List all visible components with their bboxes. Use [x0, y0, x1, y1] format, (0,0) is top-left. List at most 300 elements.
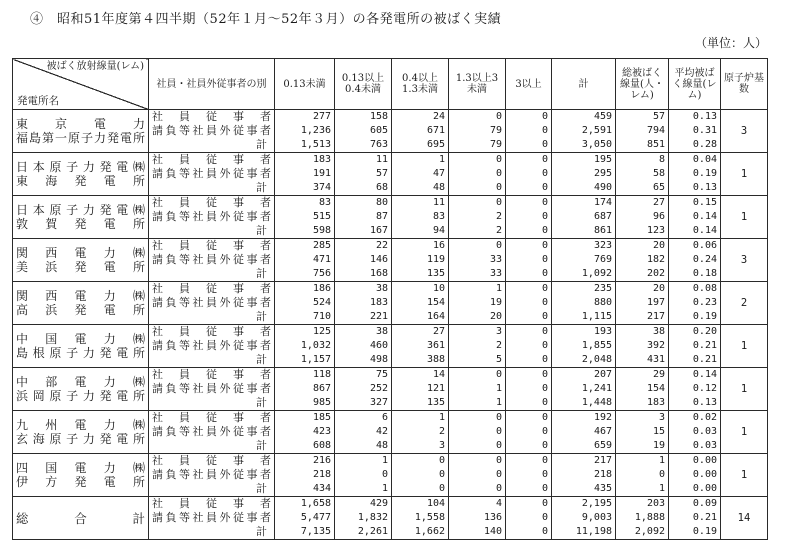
total-dose: 57 [652, 111, 665, 122]
total-dose-cell [616, 110, 669, 153]
range-1-count: 867 [312, 383, 331, 394]
plant-name-cell [13, 282, 149, 325]
avg-dose: 0.24 [692, 254, 717, 265]
total-dose: 65 [652, 182, 665, 193]
range-4-count: 0 [495, 240, 502, 251]
station-name: 敦賀発電所 [16, 217, 145, 231]
avg-dose: 0.21 [692, 512, 717, 523]
total-count: 435 [593, 483, 612, 494]
total-count-cell [552, 368, 616, 411]
range-2-count: 22 [375, 240, 388, 251]
range-1-count-cell [275, 110, 335, 153]
category-contractor: 請負等社員外従事者 [152, 382, 271, 395]
range-5-count-cell [506, 153, 552, 196]
range-2-count: 42 [375, 426, 388, 437]
header-range-2: 0.13以上0.4未満 [335, 59, 392, 110]
range-2-count: 75 [375, 369, 388, 380]
range-4-count: 136 [483, 512, 502, 523]
total-dose-cell [616, 454, 669, 497]
range-4-count: 33 [489, 254, 502, 265]
range-3-count: 671 [426, 125, 445, 136]
avg-dose: 0.21 [692, 340, 717, 351]
range-3-count-cell [392, 282, 449, 325]
plant-name-cell [13, 411, 149, 454]
grand-total-row [13, 497, 768, 540]
range-1-count: 7,135 [300, 526, 331, 537]
range-3-count: 0 [438, 483, 445, 494]
range-4-count: 0 [495, 426, 502, 437]
range-1-count-cell [275, 325, 335, 368]
range-5-count-cell [506, 497, 552, 540]
range-2-count: 429 [369, 498, 388, 509]
category-employee: 社員従事者 [152, 153, 271, 166]
total-dose: 20 [652, 240, 665, 251]
range-4-count-cell [449, 411, 506, 454]
reactor-count: 1 [721, 454, 768, 497]
range-3-count: 83 [432, 211, 445, 222]
range-4-count: 79 [489, 139, 502, 150]
total-count: 295 [593, 168, 612, 179]
total-count: 1,448 [581, 397, 612, 408]
range-5-count: 0 [541, 397, 548, 408]
range-4-count: 4 [495, 498, 502, 509]
total-dose: 96 [652, 211, 665, 222]
range-3-count: 154 [426, 297, 445, 308]
avg-dose: 0.19 [692, 168, 717, 179]
station-name: 伊方発電所 [16, 475, 145, 489]
range-5-count-cell [506, 196, 552, 239]
range-5-count: 0 [541, 340, 548, 351]
range-5-count: 0 [541, 197, 548, 208]
avg-dose: 0.20 [692, 326, 717, 337]
range-1-count: 985 [312, 397, 331, 408]
total-dose-cell [616, 282, 669, 325]
category-cell [149, 239, 275, 282]
total-dose: 58 [652, 168, 665, 179]
range-5-count: 0 [541, 283, 548, 294]
range-4-count-cell [449, 196, 506, 239]
header-category: 社員・社員外従事者の別 [149, 59, 275, 110]
range-1-count: 1,157 [300, 354, 331, 365]
avg-dose: 0.18 [692, 268, 717, 279]
avg-dose: 0.00 [692, 469, 717, 480]
range-3-count: 121 [426, 383, 445, 394]
total-count: 459 [593, 111, 612, 122]
company-name: 東京電力 [16, 117, 145, 131]
avg-dose: 0.13 [692, 182, 717, 193]
range-1-count: 1,032 [300, 340, 331, 351]
avg-dose: 0.14 [692, 369, 717, 380]
category-contractor: 請負等社員外従事者 [152, 296, 271, 309]
range-3-count-cell [392, 196, 449, 239]
range-4-count: 0 [495, 197, 502, 208]
total-count: 2,591 [581, 125, 612, 136]
total-count: 192 [593, 412, 612, 423]
range-1-count: 191 [312, 168, 331, 179]
range-5-count: 0 [541, 455, 548, 466]
range-2-count: 1,832 [357, 512, 388, 523]
range-3-count-cell [392, 454, 449, 497]
range-5-count: 0 [541, 240, 548, 251]
total-count-cell [552, 239, 616, 282]
range-2-count-cell [335, 454, 392, 497]
range-4-count-cell [449, 368, 506, 411]
range-5-count: 0 [541, 526, 548, 537]
range-1-count: 515 [312, 211, 331, 222]
range-3-count: 27 [432, 326, 445, 337]
total-dose: 154 [646, 383, 665, 394]
company-name: 中部電力㈱ [16, 375, 145, 389]
range-5-count: 0 [541, 254, 548, 265]
total-count-cell [552, 282, 616, 325]
range-4-count: 2 [495, 225, 502, 236]
range-5-count: 0 [541, 326, 548, 337]
plant-name-cell [13, 325, 149, 368]
category-contractor: 請負等社員外従事者 [152, 210, 271, 223]
avg-dose: 0.14 [692, 211, 717, 222]
category-cell [149, 497, 275, 540]
range-4-count: 2 [495, 211, 502, 222]
total-dose-cell [616, 411, 669, 454]
company-name: 関西電力㈱ [16, 246, 145, 260]
range-2-count-cell [335, 196, 392, 239]
total-count: 235 [593, 283, 612, 294]
range-1-count: 374 [312, 182, 331, 193]
range-4-count: 1 [495, 383, 502, 394]
range-1-count-cell [275, 153, 335, 196]
avg-dose: 0.13 [692, 397, 717, 408]
avg-dose-cell [669, 368, 721, 411]
total-count: 11,198 [575, 526, 612, 537]
total-count: 174 [593, 197, 612, 208]
header-diagonal-cell [13, 59, 149, 110]
range-5-count: 0 [541, 311, 548, 322]
range-4-count-cell [449, 282, 506, 325]
range-2-count: 146 [369, 254, 388, 265]
plant-row [13, 239, 768, 282]
total-count: 193 [593, 326, 612, 337]
range-5-count: 0 [541, 268, 548, 279]
range-2-count: 221 [369, 311, 388, 322]
range-5-count: 0 [541, 211, 548, 222]
range-4-count: 3 [495, 326, 502, 337]
total-count: 490 [593, 182, 612, 193]
total-count: 880 [593, 297, 612, 308]
total-count-cell [552, 411, 616, 454]
total-count: 195 [593, 154, 612, 165]
range-1-count: 710 [312, 311, 331, 322]
category-subtotal: 計 [256, 439, 267, 452]
station-name: 高浜発電所 [16, 303, 145, 317]
category-subtotal: 計 [256, 181, 267, 194]
total-dose: 202 [646, 268, 665, 279]
total-count-cell [552, 454, 616, 497]
range-5-count: 0 [541, 225, 548, 236]
reactor-count: 1 [721, 368, 768, 411]
range-3-count-cell [392, 497, 449, 540]
range-3-count-cell [392, 239, 449, 282]
range-4-count: 0 [495, 154, 502, 165]
category-cell [149, 110, 275, 153]
avg-dose-cell [669, 497, 721, 540]
plant-row [13, 368, 768, 411]
range-5-count: 0 [541, 297, 548, 308]
table-body [13, 110, 768, 540]
range-4-count-cell [449, 497, 506, 540]
range-3-count: 47 [432, 168, 445, 179]
range-2-count: 183 [369, 297, 388, 308]
total-count: 1,855 [581, 340, 612, 351]
plant-row [13, 411, 768, 454]
avg-dose-cell [669, 110, 721, 153]
range-2-count-cell [335, 411, 392, 454]
range-3-count: 361 [426, 340, 445, 351]
range-5-count: 0 [541, 154, 548, 165]
avg-dose: 0.19 [692, 311, 717, 322]
avg-dose-cell [669, 239, 721, 282]
station-name: 玄海原子力発電所 [16, 432, 145, 446]
range-4-count: 0 [495, 369, 502, 380]
range-1-count: 216 [312, 455, 331, 466]
range-4-count: 0 [495, 111, 502, 122]
reactor-count: 3 [721, 110, 768, 153]
plant-row [13, 454, 768, 497]
avg-dose: 0.08 [692, 283, 717, 294]
header-avg-dose: 平均被ばく線量(レム) [669, 59, 721, 110]
total-count: 1,115 [581, 311, 612, 322]
grand-total-label: 総合計 [13, 497, 149, 540]
range-3-count: 388 [426, 354, 445, 365]
category-subtotal: 計 [256, 396, 267, 409]
total-dose: 19 [652, 440, 665, 451]
range-3-count: 1 [438, 154, 445, 165]
range-1-count-cell [275, 454, 335, 497]
avg-dose: 0.09 [692, 498, 717, 509]
header-range-4: 1.3以上3未満 [449, 59, 506, 110]
avg-dose: 0.15 [692, 197, 717, 208]
category-employee: 社員従事者 [152, 282, 271, 295]
range-3-count-cell [392, 110, 449, 153]
category-cell [149, 282, 275, 325]
avg-dose: 0.13 [692, 111, 717, 122]
category-subtotal: 計 [256, 525, 267, 538]
total-count: 687 [593, 211, 612, 222]
category-cell [149, 196, 275, 239]
avg-dose-cell [669, 325, 721, 368]
category-employee: 社員従事者 [152, 196, 271, 209]
total-dose: 794 [646, 125, 665, 136]
range-3-count: 164 [426, 311, 445, 322]
range-2-count: 167 [369, 225, 388, 236]
range-3-count: 0 [438, 455, 445, 466]
range-3-count: 14 [432, 369, 445, 380]
range-2-count: 48 [375, 440, 388, 451]
range-5-count: 0 [541, 440, 548, 451]
avg-dose: 0.03 [692, 426, 717, 437]
avg-dose: 0.14 [692, 225, 717, 236]
total-count: 217 [593, 455, 612, 466]
range-3-count: 94 [432, 225, 445, 236]
avg-dose-cell [669, 282, 721, 325]
header-range-5: 3以上 [506, 59, 552, 110]
range-2-count: 2,261 [357, 526, 388, 537]
range-3-count: 24 [432, 111, 445, 122]
total-dose: 0 [658, 469, 665, 480]
total-count: 1,092 [581, 268, 612, 279]
range-5-count: 0 [541, 125, 548, 136]
range-4-count: 0 [495, 168, 502, 179]
range-3-count-cell [392, 411, 449, 454]
header-total: 計 [552, 59, 616, 110]
range-1-count-cell [275, 239, 335, 282]
category-contractor: 請負等社員外従事者 [152, 511, 271, 524]
category-contractor: 請負等社員外従事者 [152, 124, 271, 137]
range-2-count: 605 [369, 125, 388, 136]
total-dose: 1 [658, 455, 665, 466]
header-row [13, 59, 768, 110]
range-4-count-cell [449, 325, 506, 368]
category-employee: 社員従事者 [152, 411, 271, 424]
range-4-count: 5 [495, 354, 502, 365]
company-name: 四国電力㈱ [16, 461, 145, 475]
range-4-count-cell [449, 110, 506, 153]
range-1-count: 1,236 [300, 125, 331, 136]
avg-dose: 0.03 [692, 440, 717, 451]
station-name: 福島第一原子力発電所 [16, 131, 145, 145]
reactor-count: 1 [721, 325, 768, 368]
range-5-count: 0 [541, 354, 548, 365]
range-5-count: 0 [541, 111, 548, 122]
station-name: 美浜発電所 [16, 260, 145, 274]
range-1-count: 183 [312, 154, 331, 165]
company-name: 関西電力㈱ [16, 289, 145, 303]
range-1-count: 186 [312, 283, 331, 294]
category-employee: 社員従事者 [152, 325, 271, 338]
station-name: 東海発電所 [16, 174, 145, 188]
range-1-count-cell [275, 368, 335, 411]
total-dose: 3 [658, 412, 665, 423]
range-2-count: 57 [375, 168, 388, 179]
avg-dose: 0.19 [692, 526, 717, 537]
plant-name-cell [13, 110, 149, 153]
range-4-count-cell [449, 454, 506, 497]
total-count: 659 [593, 440, 612, 451]
range-2-count: 168 [369, 268, 388, 279]
range-1-count: 524 [312, 297, 331, 308]
range-4-count: 20 [489, 311, 502, 322]
total-count: 467 [593, 426, 612, 437]
range-2-count-cell [335, 110, 392, 153]
header-total-dose: 総被ばく線量(人・レム) [616, 59, 669, 110]
range-2-count: 6 [381, 412, 388, 423]
range-1-count: 125 [312, 326, 331, 337]
plant-row [13, 196, 768, 239]
plant-row [13, 282, 768, 325]
total-count-cell [552, 196, 616, 239]
total-count-cell [552, 497, 616, 540]
company-name: 日本原子力発電㈱ [16, 203, 145, 217]
total-count: 2,048 [581, 354, 612, 365]
header-range-1: 0.13未満 [275, 59, 335, 110]
range-3-count: 135 [426, 268, 445, 279]
range-5-count: 0 [541, 369, 548, 380]
range-2-count: 1 [381, 483, 388, 494]
total-dose-cell [616, 325, 669, 368]
total-dose: 20 [652, 283, 665, 294]
category-cell [149, 325, 275, 368]
range-4-count: 2 [495, 340, 502, 351]
range-5-count: 0 [541, 412, 548, 423]
total-dose: 123 [646, 225, 665, 236]
range-1-count: 756 [312, 268, 331, 279]
avg-dose: 0.31 [692, 125, 717, 136]
category-employee: 社員従事者 [152, 239, 271, 252]
range-3-count: 10 [432, 283, 445, 294]
avg-dose: 0.23 [692, 297, 717, 308]
range-2-count-cell [335, 239, 392, 282]
range-5-count: 0 [541, 168, 548, 179]
total-count: 218 [593, 469, 612, 480]
total-count: 9,003 [581, 512, 612, 523]
total-dose: 15 [652, 426, 665, 437]
range-1-count-cell [275, 282, 335, 325]
plant-name-cell [13, 368, 149, 411]
range-5-count-cell [506, 368, 552, 411]
range-1-count: 423 [312, 426, 331, 437]
range-4-count-cell [449, 153, 506, 196]
category-subtotal: 計 [256, 224, 267, 237]
avg-dose: 0.00 [692, 455, 717, 466]
plant-row [13, 110, 768, 153]
range-5-count: 0 [541, 469, 548, 480]
range-5-count: 0 [541, 383, 548, 394]
total-count: 323 [593, 240, 612, 251]
total-count: 3,050 [581, 139, 612, 150]
avg-dose: 0.12 [692, 383, 717, 394]
category-cell [149, 411, 275, 454]
total-dose: 217 [646, 311, 665, 322]
plant-name-cell [13, 153, 149, 196]
category-subtotal: 計 [256, 482, 267, 495]
range-1-count-cell [275, 497, 335, 540]
plant-name-cell [13, 454, 149, 497]
range-5-count: 0 [541, 139, 548, 150]
range-4-count: 33 [489, 268, 502, 279]
range-5-count: 0 [541, 512, 548, 523]
reactor-count: 14 [721, 497, 768, 540]
total-count-cell [552, 325, 616, 368]
total-count: 2,195 [581, 498, 612, 509]
reactor-count: 1 [721, 411, 768, 454]
station-name: 島根原子力発電所 [16, 346, 145, 360]
plant-row [13, 325, 768, 368]
range-5-count-cell [506, 325, 552, 368]
station-name: 浜岡原子力発電所 [16, 389, 145, 403]
category-subtotal: 計 [256, 353, 267, 366]
range-3-count-cell [392, 153, 449, 196]
range-5-count-cell [506, 411, 552, 454]
range-2-count: 87 [375, 211, 388, 222]
range-3-count: 135 [426, 397, 445, 408]
category-contractor: 請負等社員外従事者 [152, 167, 271, 180]
range-1-count-cell [275, 196, 335, 239]
range-3-count: 1,558 [414, 512, 445, 523]
range-5-count-cell [506, 239, 552, 282]
range-5-count: 0 [541, 498, 548, 509]
range-2-count: 327 [369, 397, 388, 408]
range-5-count: 0 [541, 426, 548, 437]
range-1-count: 185 [312, 412, 331, 423]
